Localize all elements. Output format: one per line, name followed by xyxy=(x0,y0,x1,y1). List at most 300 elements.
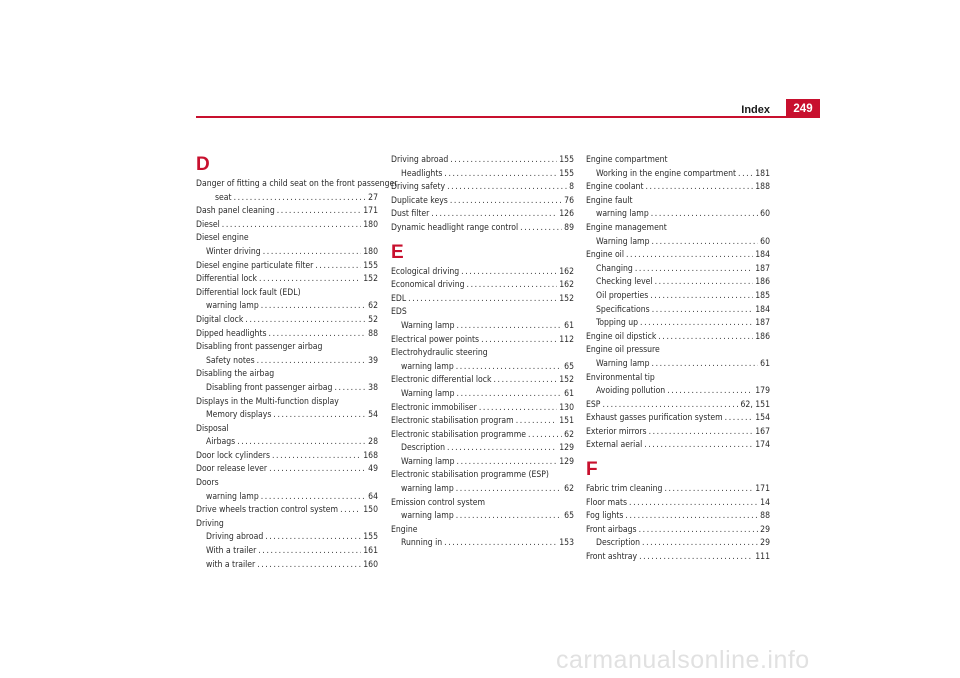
page-ref: 60 xyxy=(760,209,770,220)
page-ref: 180 xyxy=(363,246,378,257)
page-ref: 111 xyxy=(755,552,770,563)
index-entry xyxy=(391,266,574,280)
leader-dots xyxy=(456,361,562,375)
leader-dots xyxy=(658,331,753,345)
page-ref: 186 xyxy=(755,277,770,288)
entry-text: Door release lever xyxy=(196,464,268,475)
page-ref: 129 xyxy=(559,443,574,454)
index-entry xyxy=(391,429,574,443)
entry-text: Drive wheels traction control system xyxy=(196,505,339,516)
page-ref: 14 xyxy=(760,497,770,508)
entry-text: Diesel engine particulate filter xyxy=(196,260,314,271)
page-ref: 171 xyxy=(363,206,378,217)
leader-dots xyxy=(642,537,758,551)
leader-dots xyxy=(245,314,366,328)
entry-text: Driving safety xyxy=(391,182,446,193)
index-heading xyxy=(196,368,378,382)
entry-text: Warning lamp xyxy=(596,236,650,247)
entry-text: Safety notes xyxy=(206,355,255,366)
leader-dots xyxy=(315,260,361,274)
index-column-1 xyxy=(196,154,398,572)
entry-text: Dynamic headlight range control xyxy=(391,222,519,233)
entry-text: Electrohydraulic steering xyxy=(391,348,488,359)
entry-text: Airbags xyxy=(206,437,236,448)
index-heading xyxy=(586,195,770,209)
entry-text: With a trailer xyxy=(206,546,257,557)
page-ref: 29 xyxy=(760,538,770,549)
page-ref: 162 xyxy=(559,266,574,277)
entry-text: Floor mats xyxy=(586,497,628,508)
leader-dots xyxy=(269,328,367,342)
index-entry-continuation xyxy=(196,192,378,206)
leader-dots xyxy=(257,559,361,573)
entry-text: Driving abroad xyxy=(391,155,449,165)
entry-text: with a trailer xyxy=(206,559,256,570)
index-entry xyxy=(391,154,574,168)
entry-text: Electronic stabilisation programme (ESP) xyxy=(391,470,549,481)
page-ref: 184 xyxy=(755,304,770,315)
page-ref: 65 xyxy=(564,511,574,522)
leader-dots xyxy=(516,415,558,429)
index-entry xyxy=(391,293,574,307)
entry-text: warning lamp xyxy=(401,361,454,372)
entry-text: Changing xyxy=(596,263,633,274)
entry-text: Displays in the Multi-function display xyxy=(196,396,339,407)
entry-text: Warning lamp xyxy=(596,358,650,369)
index-entry xyxy=(391,415,574,429)
entry-text: Electronic stabilisation program xyxy=(391,416,514,427)
index-heading xyxy=(586,344,770,358)
index-entry xyxy=(586,510,770,524)
entry-text: Driving xyxy=(196,518,224,529)
entry-text: Engine oil dipstick xyxy=(586,331,657,342)
section-letter: F xyxy=(586,459,598,481)
page-ref: 168 xyxy=(363,450,378,461)
entry-text: Duplicate keys xyxy=(391,195,448,206)
index-subentry xyxy=(196,355,378,369)
page-ref: 52 xyxy=(368,314,378,325)
leader-dots xyxy=(447,442,557,456)
entry-text: Warning lamp xyxy=(401,320,455,331)
index-subentry xyxy=(586,236,770,250)
entry-text: Digital clock xyxy=(196,314,244,325)
entry-text: warning lamp xyxy=(206,301,259,312)
index-heading xyxy=(196,232,378,246)
leader-dots xyxy=(639,524,759,538)
index-subentry xyxy=(586,317,770,331)
entry-text: Exhaust gasses purification system xyxy=(586,413,723,424)
leader-dots xyxy=(652,236,759,250)
entry-text: Differential lock fault (EDL) xyxy=(196,287,301,298)
index-heading xyxy=(391,469,574,483)
entry-text: Exterior mirrors xyxy=(586,426,647,437)
index-column-2 xyxy=(391,154,574,551)
page-number-badge: 249 xyxy=(786,99,820,118)
page-ref: 185 xyxy=(755,290,770,301)
entry-text: Engine compartment xyxy=(586,155,668,165)
entry-text: Avoiding pollution xyxy=(596,386,666,397)
index-subentry xyxy=(196,409,378,423)
index-entry xyxy=(196,260,378,274)
leader-dots xyxy=(237,436,366,450)
entry-text: EDL xyxy=(391,293,407,304)
index-entry xyxy=(391,208,574,222)
index-entry xyxy=(586,426,770,440)
leader-dots xyxy=(602,399,738,413)
index-heading xyxy=(391,347,574,361)
page-ref: 62, 151 xyxy=(740,399,770,410)
entry-text: Ecological driving xyxy=(391,266,460,277)
entry-text: Electronic stabilisation programme xyxy=(391,429,526,440)
index-subentry xyxy=(196,559,378,573)
index-entry xyxy=(586,412,770,426)
index-heading xyxy=(196,341,378,355)
index-subentry xyxy=(586,208,770,222)
index-subentry xyxy=(586,276,770,290)
page-ref: 39 xyxy=(368,355,378,366)
page-ref: 152 xyxy=(559,293,574,304)
page-ref: 112 xyxy=(559,334,574,345)
index-entry xyxy=(196,314,378,328)
entry-text: Engine xyxy=(391,524,418,535)
leader-dots xyxy=(457,388,563,402)
index-entry xyxy=(196,205,378,219)
index-subentry xyxy=(196,491,378,505)
index-entry xyxy=(586,524,770,538)
page-ref: 126 xyxy=(559,209,574,220)
leader-dots xyxy=(664,483,753,497)
index-entry xyxy=(391,222,574,236)
page-ref: 49 xyxy=(368,464,378,475)
page-ref: 129 xyxy=(559,456,574,467)
index-entry xyxy=(391,374,574,388)
entry-text: warning lamp xyxy=(206,491,259,502)
entry-text: Running in xyxy=(401,538,443,549)
page-ref: 62 xyxy=(564,484,574,495)
entry-text: External aerial xyxy=(586,440,643,451)
index-heading xyxy=(391,524,574,538)
page-ref: 187 xyxy=(755,263,770,274)
index-entry xyxy=(391,195,574,209)
index-entry xyxy=(586,551,770,565)
entry-text: Checking level xyxy=(596,277,653,288)
index-heading xyxy=(196,477,378,491)
leader-dots xyxy=(520,222,562,236)
entry-text: Doors xyxy=(196,478,219,489)
index-subentry xyxy=(391,510,574,524)
page-ref: 155 xyxy=(363,260,378,271)
leader-dots xyxy=(450,154,557,168)
entry-text: Driving abroad xyxy=(206,532,264,543)
entry-text: Dust filter xyxy=(391,209,430,220)
leader-dots xyxy=(738,168,753,182)
entry-text: Disabling front passenger airbag xyxy=(196,342,323,353)
index-entry xyxy=(196,504,378,518)
page-ref: 60 xyxy=(760,236,770,247)
leader-dots xyxy=(651,208,758,222)
page-ref: 62 xyxy=(564,429,574,440)
leader-dots xyxy=(269,463,366,477)
entry-text: Disposal xyxy=(196,423,229,434)
entry-text: Topping up xyxy=(596,318,639,329)
leader-dots xyxy=(257,355,367,369)
page-ref: 27 xyxy=(368,192,378,203)
section-letter: D xyxy=(196,154,210,175)
index-subentry xyxy=(586,168,770,182)
index-subentry xyxy=(586,304,770,318)
index-heading xyxy=(586,154,770,168)
index-heading xyxy=(586,372,770,386)
page-ref: 167 xyxy=(755,426,770,437)
leader-dots xyxy=(447,181,567,195)
leader-dots xyxy=(261,491,366,505)
entry-text: Specifications xyxy=(596,304,650,315)
index-subentry xyxy=(586,537,770,551)
page-ref: 161 xyxy=(363,546,378,557)
index-entry xyxy=(196,273,378,287)
index-heading xyxy=(196,287,378,301)
entry-text: Working in the engine compartment xyxy=(596,168,737,179)
index-entry xyxy=(196,463,378,477)
page-ref: 151 xyxy=(559,416,574,427)
page-ref: 155 xyxy=(363,532,378,543)
entry-text: Economical driving xyxy=(391,280,465,291)
index-entry xyxy=(196,450,378,464)
page-ref: 180 xyxy=(363,219,378,230)
index-subentry xyxy=(391,456,574,470)
leader-dots xyxy=(649,426,754,440)
index-subentry xyxy=(586,263,770,277)
page-title: Index xyxy=(741,104,770,116)
entry-text: Warning lamp xyxy=(401,388,455,399)
entry-text: Fabric trim cleaning xyxy=(586,484,663,495)
leader-dots xyxy=(493,374,557,388)
index-entry xyxy=(586,181,770,195)
index-entry xyxy=(196,219,378,233)
page-ref: 54 xyxy=(368,410,378,421)
index-entry xyxy=(586,331,770,345)
page-ref: 174 xyxy=(755,440,770,451)
leader-dots xyxy=(234,192,367,206)
index-heading xyxy=(196,423,378,437)
leader-dots xyxy=(635,263,753,277)
leader-dots xyxy=(629,497,758,511)
leader-dots xyxy=(645,181,753,195)
leader-dots xyxy=(444,168,557,182)
leader-dots xyxy=(258,545,361,559)
leader-dots xyxy=(408,293,557,307)
index-entry xyxy=(586,439,770,453)
entry-text: Front airbags xyxy=(586,524,637,535)
leader-dots xyxy=(528,429,562,443)
index-heading xyxy=(196,518,378,532)
leader-dots xyxy=(481,334,557,348)
index-entry xyxy=(196,328,378,342)
entry-text: Engine oil xyxy=(586,250,624,261)
page-ref: 155 xyxy=(559,155,574,165)
index-subentry xyxy=(586,385,770,399)
entry-text: Dipped headlights xyxy=(196,328,267,339)
index-entry xyxy=(586,483,770,497)
entry-text: Description xyxy=(401,443,446,454)
page-ref: 150 xyxy=(363,505,378,516)
page-ref: 61 xyxy=(564,388,574,399)
leader-dots xyxy=(650,290,753,304)
leader-dots xyxy=(457,320,563,334)
leader-dots xyxy=(479,402,557,416)
index-heading xyxy=(391,497,574,511)
page-ref: 38 xyxy=(368,382,378,393)
page-ref: 64 xyxy=(368,491,378,502)
page-ref: 65 xyxy=(564,361,574,372)
index-heading xyxy=(586,222,770,236)
leader-dots xyxy=(431,208,557,222)
entry-text: Disabling the airbag xyxy=(196,369,275,380)
index-entry xyxy=(586,497,770,511)
page-ref: 153 xyxy=(559,538,574,549)
leader-dots xyxy=(461,266,557,280)
index-entry xyxy=(586,249,770,263)
index-entry-line: Danger of fitting a child seat on the front passenger xyxy=(196,179,398,189)
page-ref: 61 xyxy=(564,320,574,331)
leader-dots xyxy=(263,246,362,260)
index-subentry xyxy=(586,290,770,304)
leader-dots xyxy=(265,531,361,545)
entry-text: Disabling front passenger airbag xyxy=(206,382,333,393)
header-rule xyxy=(196,116,820,118)
index-entry xyxy=(391,181,574,195)
page-ref: 88 xyxy=(368,328,378,339)
entry-text: Winter driving xyxy=(206,246,261,257)
index-column-3 xyxy=(586,154,770,565)
entry-text: Diesel engine xyxy=(196,233,249,244)
index-heading xyxy=(391,306,574,320)
leader-dots xyxy=(639,551,753,565)
page-ref: 179 xyxy=(755,386,770,397)
index-subentry xyxy=(196,382,378,396)
entry-text: ESP xyxy=(586,399,601,410)
index-entry xyxy=(586,399,770,413)
entry-text: Environmental tip xyxy=(586,372,655,383)
entry-text: Oil properties xyxy=(596,290,649,301)
leader-dots xyxy=(640,317,753,331)
entry-text: Electrical power points xyxy=(391,334,480,345)
leader-dots xyxy=(340,504,361,518)
page-ref: 188 xyxy=(755,182,770,193)
entry-text: warning lamp xyxy=(596,209,649,220)
index-subentry xyxy=(391,168,574,182)
page-ref: 155 xyxy=(559,168,574,179)
leader-dots xyxy=(467,279,558,293)
page-ref: 171 xyxy=(755,484,770,495)
index-subentry xyxy=(196,246,378,260)
entry-text: Engine coolant xyxy=(586,182,644,193)
index-subentry xyxy=(391,483,574,497)
index-subentry xyxy=(391,537,574,551)
entry-text: Differential lock xyxy=(196,274,257,285)
page-ref: 160 xyxy=(363,559,378,570)
page-ref: 184 xyxy=(755,250,770,261)
leader-dots xyxy=(444,537,557,551)
page-ref: 152 xyxy=(363,274,378,285)
page-ref: 28 xyxy=(368,437,378,448)
index-subentry xyxy=(196,545,378,559)
page-ref: 181 xyxy=(755,168,770,179)
page-ref: 62 xyxy=(368,301,378,312)
leader-dots xyxy=(652,304,754,318)
leader-dots xyxy=(725,412,754,426)
page-ref: 187 xyxy=(755,318,770,329)
entry-text: EDS xyxy=(391,307,407,318)
leader-dots xyxy=(450,195,562,209)
leader-dots xyxy=(652,358,759,372)
leader-dots xyxy=(626,249,753,263)
index-subentry xyxy=(196,300,378,314)
page-ref: 61 xyxy=(760,358,770,369)
leader-dots xyxy=(273,409,366,423)
leader-dots xyxy=(272,450,361,464)
entry-text: Electronic differential lock xyxy=(391,375,492,386)
page-ref: 89 xyxy=(564,222,574,233)
index-entry xyxy=(391,279,574,293)
index-entry xyxy=(391,402,574,416)
leader-dots xyxy=(456,483,562,497)
entry-text: Fog lights xyxy=(586,511,624,522)
entry-text: Memory displays xyxy=(206,410,272,421)
entry-text: Dash panel cleaning xyxy=(196,206,275,217)
leader-dots xyxy=(334,382,366,396)
entry-text: warning lamp xyxy=(401,484,454,495)
entry-text: Engine management xyxy=(586,222,667,233)
page-ref: 186 xyxy=(755,331,770,342)
leader-dots xyxy=(655,276,754,290)
index-heading xyxy=(196,396,378,410)
entry-text: warning lamp xyxy=(401,511,454,522)
entry-text: Diesel xyxy=(196,219,220,230)
entry-text: Front ashtray xyxy=(586,552,638,563)
entry-text: Engine oil pressure xyxy=(586,345,660,356)
page-ref: 154 xyxy=(755,413,770,424)
entry-text: seat xyxy=(215,192,232,203)
leader-dots xyxy=(457,456,558,470)
leader-dots xyxy=(277,205,361,219)
index-entry xyxy=(391,334,574,348)
entry-text: Headlights xyxy=(401,168,443,179)
index-subentry xyxy=(196,531,378,545)
leader-dots xyxy=(667,385,753,399)
entry-text: Description xyxy=(596,538,641,549)
leader-dots xyxy=(222,219,361,233)
index-subentry xyxy=(586,358,770,372)
leader-dots xyxy=(259,273,361,287)
index-subentry xyxy=(391,388,574,402)
entry-text: Warning lamp xyxy=(401,456,455,467)
index-subentry xyxy=(391,361,574,375)
leader-dots xyxy=(261,300,366,314)
page-ref: 88 xyxy=(760,511,770,522)
entry-text: Electronic immobiliser xyxy=(391,402,477,413)
page-ref: 76 xyxy=(564,195,574,206)
index-subentry xyxy=(196,436,378,450)
section-letter: E xyxy=(391,241,404,263)
leader-dots xyxy=(456,510,562,524)
index-subentry xyxy=(391,442,574,456)
entry-text: Engine fault xyxy=(586,195,633,206)
leader-dots xyxy=(625,510,758,524)
page-ref: 8 xyxy=(569,182,574,193)
page-ref: 162 xyxy=(559,280,574,291)
entry-text: Door lock cylinders xyxy=(196,450,270,461)
